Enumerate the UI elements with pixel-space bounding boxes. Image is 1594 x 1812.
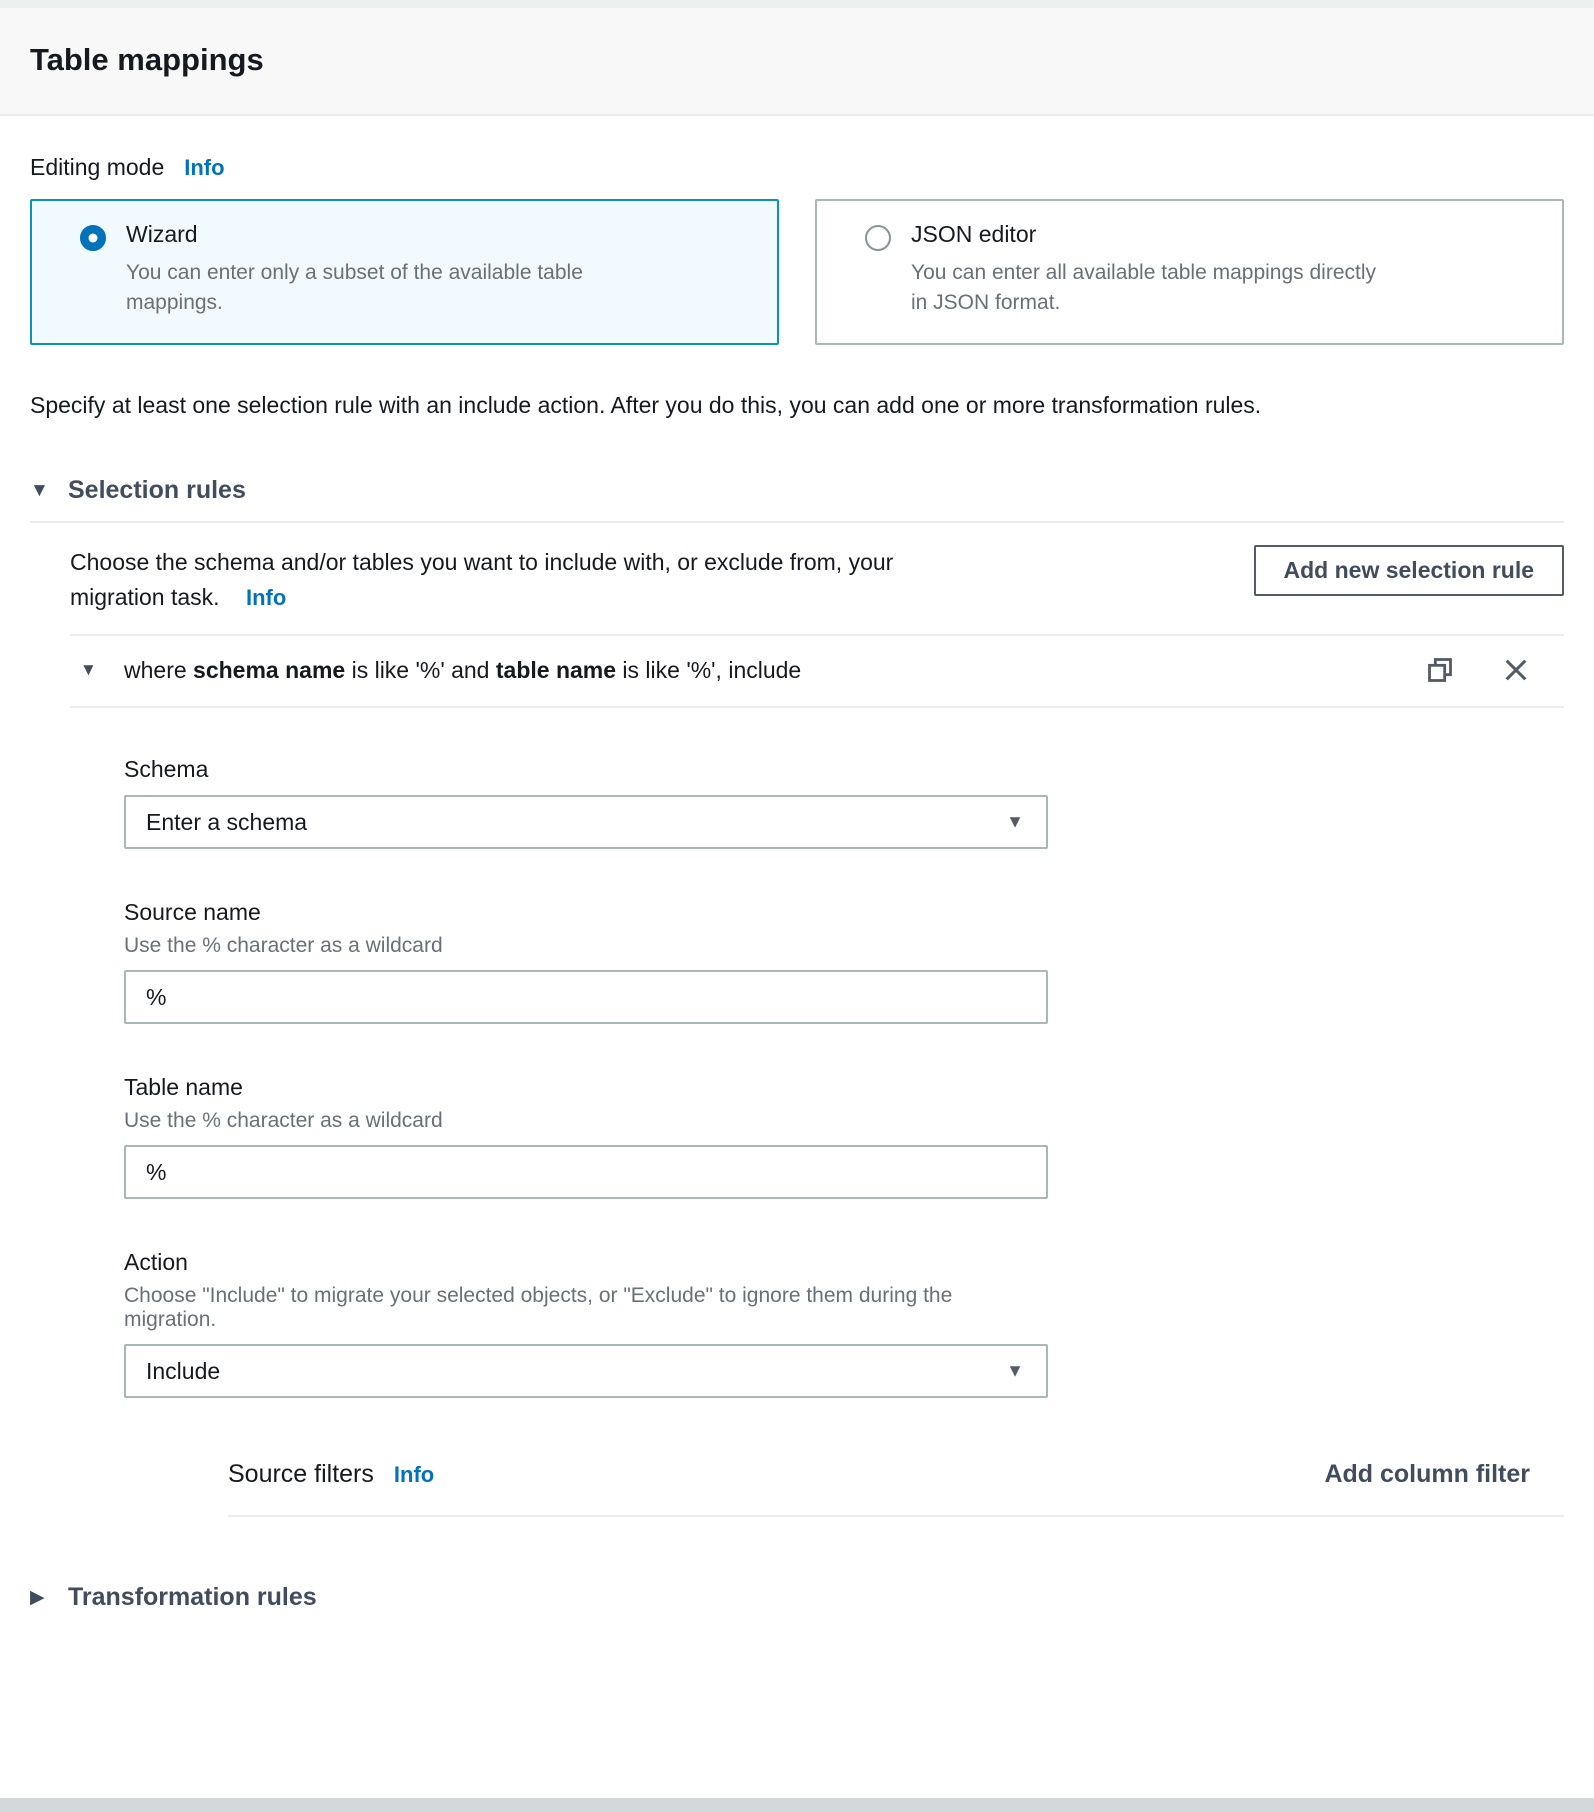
schema-label: Schema xyxy=(124,756,209,783)
next-section-edge xyxy=(0,1798,1594,1812)
add-column-filter-button[interactable]: Add column filter xyxy=(1324,1460,1530,1489)
selection-rules-title: Selection rules xyxy=(68,476,246,505)
selection-rules-desc-row xyxy=(70,545,1564,614)
page-header xyxy=(0,8,1594,116)
action-select-value: Include xyxy=(146,1357,221,1384)
rule-actions xyxy=(1426,656,1530,684)
rule-summary-schema-name: schema name xyxy=(193,656,346,683)
action-field xyxy=(124,1249,1048,1398)
caret-down-icon: ▼ xyxy=(80,660,97,680)
rule-header-row[interactable] xyxy=(70,636,1564,706)
source-name-label: Source name xyxy=(124,899,261,926)
chevron-down-icon: ▼ xyxy=(1006,811,1024,832)
table-name-label: Table name xyxy=(124,1074,243,1101)
caret-right-icon: ▶ xyxy=(30,1587,45,1609)
source-filters-row xyxy=(228,1460,1564,1489)
radio-selected-icon[interactable] xyxy=(80,225,106,251)
chevron-down-icon: ▼ xyxy=(1006,1360,1024,1381)
tile-wizard-title: Wizard xyxy=(126,221,198,247)
editing-mode-info-link[interactable]: Info xyxy=(184,155,225,180)
source-filters-label: Source filters xyxy=(228,1460,374,1489)
section-divider xyxy=(30,521,1564,523)
table-name-helper: Use the % character as a wildcard xyxy=(124,1109,443,1133)
main-content xyxy=(0,154,1594,1612)
source-name-helper: Use the % character as a wildcard xyxy=(124,934,443,958)
rule-summary-prefix: where xyxy=(124,656,187,683)
source-filters-section xyxy=(124,1460,1564,1517)
schema-field xyxy=(124,756,1048,849)
selection-rules-info-link[interactable]: Info xyxy=(245,584,287,610)
tile-json-editor-title: JSON editor xyxy=(911,221,1037,247)
source-name-field xyxy=(124,899,1048,1024)
tile-json-editor-description: You can enter all available table mappings directly in JSON format. xyxy=(911,261,1377,315)
rule-summary-table-name: table name xyxy=(495,656,617,683)
rule-summary-segment1: is like '%' and xyxy=(351,656,490,683)
rule-form xyxy=(70,756,1564,1517)
rule-summary xyxy=(124,657,1426,684)
tile-wizard-text xyxy=(126,221,606,319)
tile-wizard[interactable] xyxy=(30,199,779,345)
action-select[interactable] xyxy=(124,1344,1048,1398)
tile-json-editor-text xyxy=(911,221,1391,319)
selection-rules-description xyxy=(70,545,975,614)
selection-rules-header[interactable] xyxy=(30,476,1564,505)
page-title: Table mappings xyxy=(30,42,264,77)
intro-paragraph: Specify at least one selection rule with an include action. After you do this, you can add one or more transformation rules. xyxy=(30,391,1262,418)
table-name-input[interactable] xyxy=(124,1145,1048,1199)
schema-select-value: Enter a schema xyxy=(146,808,308,835)
duplicate-rule-icon[interactable] xyxy=(1426,656,1454,684)
bottom-spacer xyxy=(0,1612,1594,1798)
remove-rule-icon[interactable] xyxy=(1502,656,1530,684)
editing-mode-label: Editing mode xyxy=(30,154,165,180)
tile-json-editor[interactable] xyxy=(815,199,1564,345)
caret-down-icon: ▼ xyxy=(30,479,49,501)
action-helper: Choose "Include" to migrate your selected objects, or "Exclude" to ignore them during the migration. xyxy=(124,1284,953,1332)
rule-body-divider xyxy=(70,706,1564,708)
transformation-rules-header[interactable] xyxy=(30,1583,1564,1612)
tile-wizard-description: You can enter only a subset of the available table mappings. xyxy=(126,261,583,315)
source-name-input[interactable] xyxy=(124,970,1048,1024)
selection-rules-description-text: Choose the schema and/or tables you want to include with, or exclude from, your migration task. xyxy=(70,549,894,610)
schema-select[interactable] xyxy=(124,795,1048,849)
selection-rules-body xyxy=(30,545,1564,1517)
source-filters-divider xyxy=(228,1515,1564,1517)
table-name-field xyxy=(124,1074,1048,1199)
add-selection-rule-button[interactable]: Add new selection rule xyxy=(1254,545,1565,596)
source-filters-info-link[interactable]: Info xyxy=(393,1462,435,1488)
rule-summary-segment2: is like '%', include xyxy=(622,656,802,683)
editing-mode-tiles xyxy=(30,199,1564,345)
transformation-rules-title: Transformation rules xyxy=(68,1583,317,1612)
source-filters-left xyxy=(228,1460,434,1489)
top-strip xyxy=(0,0,1594,8)
editing-mode-row xyxy=(30,154,1564,181)
action-label: Action xyxy=(124,1249,188,1276)
radio-unselected-icon[interactable] xyxy=(865,225,891,251)
